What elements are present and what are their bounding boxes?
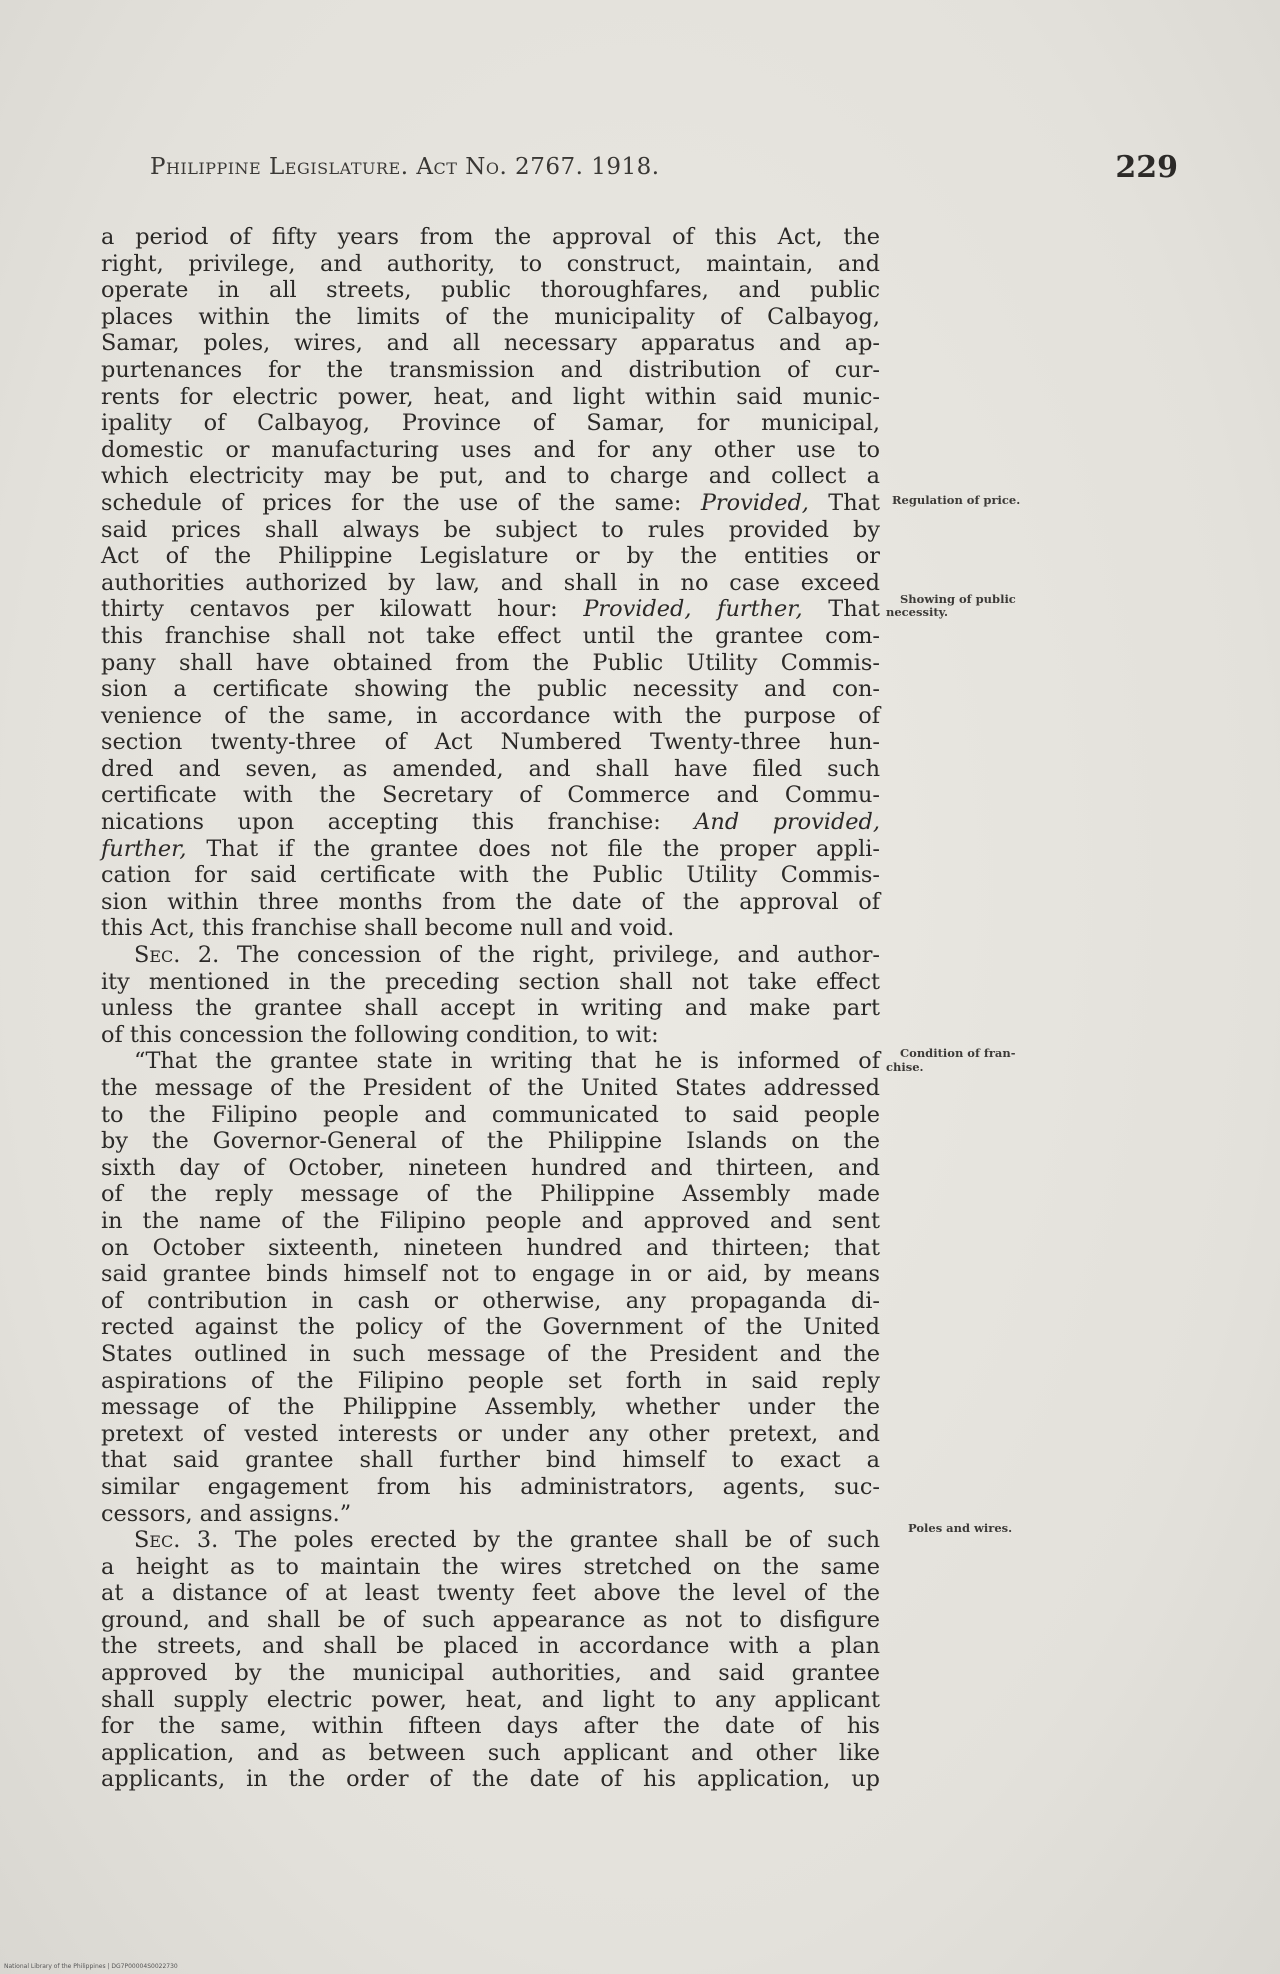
text-line	[101, 410, 880, 437]
line-text: places within the limits of the municipality of Calbayog,	[101, 303, 880, 330]
line-text: purtenances for the transmission and distribution of cur-	[101, 356, 880, 383]
line-text: at a distance of at least twenty feet above the level of the	[101, 1580, 880, 1607]
text-line	[101, 703, 880, 730]
text-line	[101, 251, 880, 278]
line-text: pany shall have obtained from the Public Utility Commis-	[101, 649, 880, 676]
footer-credit: National Library of the Philippines | DG7P00004S0022730	[4, 1963, 178, 1970]
text-line	[101, 676, 880, 703]
text-line	[101, 1261, 880, 1288]
line-text: sion a certificate showing the public necessity and con-	[101, 676, 880, 703]
text-line	[101, 1288, 880, 1315]
line-text: nications upon accepting this franchise:	[101, 809, 695, 836]
text-line	[101, 357, 880, 384]
line-italic: And provided,	[694, 809, 880, 836]
margin-note-showing-1: Showing of public	[900, 592, 1016, 606]
text-line	[101, 1235, 880, 1262]
line-text-after: That	[808, 489, 880, 516]
line-text-after: That	[802, 596, 880, 623]
text-line	[101, 1128, 880, 1155]
line-text: which electricity may be put, and to charge and collect a	[101, 463, 880, 490]
line-text: The concession of the right, privilege, and author-	[236, 942, 880, 969]
line-text: authorities authorized by law, and shall in no case exceed	[101, 569, 880, 596]
text-line	[101, 1022, 880, 1049]
text-line	[101, 942, 880, 969]
line-text: a height as to maintain the wires stretched on the same	[101, 1553, 880, 1580]
text-line	[101, 1447, 880, 1474]
text-line	[101, 995, 880, 1022]
text-line	[101, 1687, 880, 1714]
section-label: Sec. 2.	[134, 942, 237, 969]
line-text: of this concession the following condition, to wit:	[101, 1021, 659, 1048]
text-line	[101, 1155, 880, 1182]
line-text: by the Governor-General of the Philippine Islands on the	[101, 1128, 880, 1155]
line-italic: further,	[101, 835, 187, 862]
line-text: similar engagement from his administrators, agents, suc-	[101, 1473, 880, 1500]
margin-note-regulation: Regulation of price.	[892, 493, 1021, 507]
text-line	[101, 1394, 880, 1421]
text-line	[101, 224, 880, 251]
line-text: that said grantee shall further bind himself to exact a	[101, 1447, 880, 1474]
line-text: “That the grantee state in writing that he is informed of	[134, 1048, 880, 1075]
line-text: The poles erected by the grantee shall be of such	[234, 1527, 880, 1554]
text-line	[101, 384, 880, 411]
text-line	[101, 1368, 880, 1395]
text-line	[101, 1102, 880, 1129]
line-text: this franchise shall not take effect until the grantee com-	[101, 622, 880, 649]
text-line	[101, 756, 880, 783]
text-line	[101, 570, 880, 597]
line-italic: Provided, further,	[583, 596, 803, 623]
line-text: sixth day of October, nineteen hundred and thirteen, and	[101, 1154, 880, 1181]
text-line	[101, 1633, 880, 1660]
text-line	[101, 1740, 880, 1767]
text-line	[101, 490, 880, 517]
text-line	[101, 1048, 880, 1075]
section-label: Sec. 3.	[134, 1527, 235, 1554]
line-text: said prices shall always be subject to rules provided by	[101, 516, 880, 543]
text-line	[101, 1341, 880, 1368]
text-line	[101, 1075, 880, 1102]
line-text: dred and seven, as amended, and shall have filed such	[101, 755, 880, 782]
line-text: thirty centavos per kilowatt hour:	[101, 596, 584, 623]
text-line	[101, 1554, 880, 1581]
line-text: ground, and shall be of such appearance as not to disfigure	[101, 1606, 880, 1633]
line-text: in the name of the Filipino people and approved and sent	[101, 1207, 880, 1234]
line-text: section twenty-three of Act Numbered Twenty-three hun-	[101, 729, 880, 756]
line-text: Samar, poles, wires, and all necessary apparatus and ap-	[101, 330, 880, 357]
text-line	[101, 809, 880, 836]
line-text: of the reply message of the Philippine Assembly made	[101, 1181, 880, 1208]
text-line	[101, 437, 880, 464]
line-text: schedule of prices for the use of the same:	[101, 489, 701, 516]
line-text: domestic or manufacturing uses and for any other use to	[101, 436, 880, 463]
line-text: cation for said certificate with the Public Utility Commis-	[101, 862, 880, 889]
margin-note-showing-2: necessity.	[886, 605, 948, 619]
line-text: pretext of vested interests or under any other pretext, and	[101, 1420, 880, 1447]
line-text: ipality of Calbayog, Province of Samar, for municipal,	[101, 410, 880, 437]
line-text: to the Filipino people and communicated to said people	[101, 1101, 880, 1128]
line-text: on October sixteenth, nineteen hundred and thirteen; that	[101, 1234, 880, 1261]
text-line	[101, 729, 880, 756]
text-line	[101, 596, 880, 623]
line-text: message of the Philippine Assembly, whether under the	[101, 1394, 880, 1421]
line-text: applicants, in the order of the date of his application, up	[101, 1766, 880, 1793]
text-line	[101, 1660, 880, 1687]
line-text: unless the grantee shall accept in writing and make part	[101, 995, 880, 1022]
text-line	[101, 304, 880, 331]
text-line	[101, 517, 880, 544]
page-header	[150, 150, 1190, 190]
line-text: right, privilege, and authority, to construct, maintain, and	[101, 250, 880, 277]
body-text	[101, 224, 880, 1793]
line-text: States outlined in such message of the President and the	[101, 1340, 880, 1367]
text-line	[101, 915, 880, 942]
text-line	[101, 1474, 880, 1501]
line-text: venience of the same, in accordance with the purpose of	[101, 702, 880, 729]
text-line	[101, 1713, 880, 1740]
line-text: cessors, and assigns.”	[101, 1500, 352, 1527]
text-line	[101, 463, 880, 490]
text-line	[101, 1527, 880, 1554]
running-title: Philippine Legislature. Act No. 2767. 1918.	[150, 154, 660, 180]
margin-note-poles: Poles and wires.	[908, 1521, 1013, 1535]
line-text: certificate with the Secretary of Commerce and Commu-	[101, 782, 880, 809]
text-line	[101, 1501, 880, 1528]
line-text: rents for electric power, heat, and light within said munic-	[101, 383, 880, 410]
line-text: this Act, this franchise shall become null and void.	[101, 915, 675, 942]
text-line	[101, 1580, 880, 1607]
text-line	[101, 650, 880, 677]
text-line	[101, 969, 880, 996]
text-line	[101, 1208, 880, 1235]
line-text: for the same, within fifteen days after the date of his	[101, 1713, 880, 1740]
line-text: ity mentioned in the preceding section shall not take effect	[101, 968, 880, 995]
line-text: a period of fifty years from the approval of this Act, the	[101, 224, 880, 250]
text-line	[101, 1181, 880, 1208]
text-line	[101, 623, 880, 650]
line-text: of contribution in cash or otherwise, any propaganda di-	[101, 1287, 880, 1314]
margin-note-condition-1: Condition of fran-	[900, 1046, 1016, 1060]
text-line	[101, 277, 880, 304]
line-text: the streets, and shall be placed in accordance with a plan	[101, 1633, 880, 1660]
line-text: application, and as between such applicant and other like	[101, 1739, 880, 1766]
text-line	[101, 889, 880, 916]
text-line	[101, 1766, 880, 1793]
text-line	[101, 836, 880, 863]
page-number: 229	[1115, 150, 1178, 185]
text-line	[101, 1314, 880, 1341]
line-text: said grantee binds himself not to engage in or aid, by means	[101, 1261, 880, 1288]
text-line	[101, 862, 880, 889]
margin-note-condition-2: chise.	[886, 1060, 924, 1074]
line-text: rected against the policy of the Government of the United	[101, 1314, 880, 1341]
text-line	[101, 1421, 880, 1448]
text-line	[101, 330, 880, 357]
text-line	[101, 543, 880, 570]
line-text: Act of the Philippine Legislature or by the entities or	[101, 543, 880, 570]
line-text: sion within three months from the date of the approval of	[101, 888, 880, 915]
line-text: operate in all streets, public thoroughfares, and public	[101, 277, 880, 304]
line-text: the message of the President of the United States addressed	[101, 1075, 880, 1101]
line-text: aspirations of the Filipino people set forth in said reply	[101, 1367, 880, 1394]
text-line	[101, 1607, 880, 1634]
line-text: approved by the municipal authorities, and said grantee	[101, 1660, 880, 1687]
line-text-after: That if the grantee does not file the proper appli-	[186, 835, 880, 862]
text-line	[101, 782, 880, 809]
line-italic: Provided,	[700, 489, 809, 516]
line-text: shall supply electric power, heat, and light to any applicant	[101, 1686, 880, 1713]
